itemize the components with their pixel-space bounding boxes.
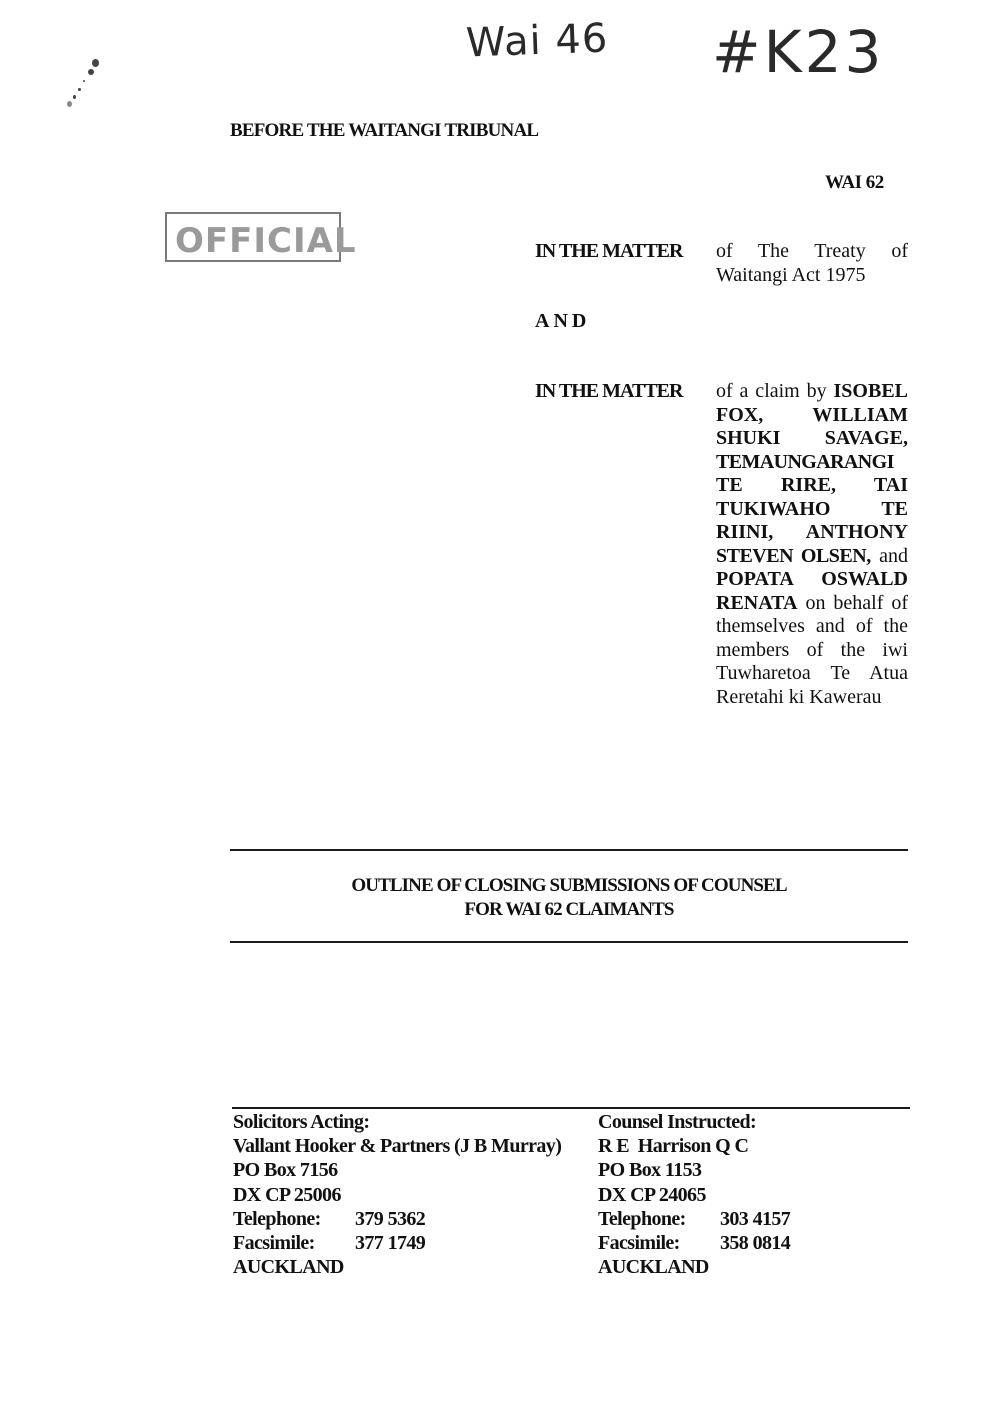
official-stamp: OFFICIAL [165, 212, 341, 262]
claim-line: members of the iwi [716, 638, 908, 661]
counsel-facsimile: Facsimile: 358 0814 [598, 1232, 791, 1255]
counsel-telephone: Telephone: 303 4157 [598, 1207, 791, 1230]
claim-line: STEVEN OLSEN, and [716, 544, 908, 567]
case-number: WAI 62 [825, 172, 884, 193]
solicitors-dx: DX CP 25006 [233, 1183, 341, 1206]
solicitors-heading: Solicitors Acting: [233, 1111, 370, 1133]
solicitors-po-box: PO Box 7156 [233, 1159, 338, 1182]
counsel-heading: Counsel Instructed: [598, 1111, 757, 1133]
matter-label-2: IN THE MATTER [535, 380, 683, 402]
matter-text-1 [716, 240, 908, 287]
claim-line: Tuwharetoa Te Atua [716, 662, 908, 684]
claim-line: RENATA on behalf of [716, 591, 908, 614]
document-title-line-2: FOR WAI 62 CLAIMANTS [464, 899, 674, 920]
matter-label-1: IN THE MATTER [535, 240, 683, 262]
matter-text-2 [716, 380, 908, 709]
claim-line: RIINI, ANTHONY [716, 521, 908, 543]
solicitors-block [233, 1110, 561, 1279]
tribunal-heading: BEFORE THE WAITANGI TRIBUNAL [230, 120, 539, 141]
document-title [230, 874, 908, 922]
counsel-block [598, 1110, 790, 1279]
scan-mark [62, 55, 102, 115]
claim-line: of a claim by ISOBEL [716, 380, 908, 402]
claim-line: FOX, WILLIAM [716, 403, 908, 426]
handwritten-document-ref: #K23 [712, 18, 885, 86]
solicitors-firm: Vallant Hooker & Partners (J B Murray) [233, 1135, 562, 1158]
claim-line: TEMAUNGARANGI [716, 450, 894, 473]
document-title-line-1: OUTLINE OF CLOSING SUBMISSIONS OF COUNSEL [351, 875, 787, 896]
matter-1-line: Waitangi Act 1975 [716, 263, 866, 286]
and-label: AND [535, 310, 591, 332]
matter-1-line: of The Treaty of [716, 240, 908, 262]
counsel-po-box: PO Box 1153 [598, 1159, 702, 1182]
title-rule-top [230, 849, 908, 851]
solicitors-telephone: Telephone: 379 5362 [233, 1207, 426, 1230]
contacts-rule [232, 1107, 910, 1109]
claim-line: themselves and of the [716, 615, 908, 637]
handwritten-wai-46: Wai 46 [465, 15, 609, 67]
title-rule-bottom [230, 941, 908, 943]
solicitors-city: AUCKLAND [233, 1256, 344, 1279]
counsel-name: R E Harrison Q C [598, 1135, 749, 1158]
claim-line: TE RIRE, TAI [716, 474, 908, 496]
claim-line: SHUKI SAVAGE, [716, 427, 908, 449]
counsel-dx: DX CP 24065 [598, 1183, 706, 1206]
claim-line: Reretahi ki Kawerau [716, 685, 882, 708]
counsel-city: AUCKLAND [598, 1256, 709, 1279]
claim-line: TUKIWAHO TE [716, 497, 908, 520]
claim-line: POPATA OSWALD [716, 568, 908, 590]
solicitors-facsimile: Facsimile: 377 1749 [233, 1232, 426, 1255]
